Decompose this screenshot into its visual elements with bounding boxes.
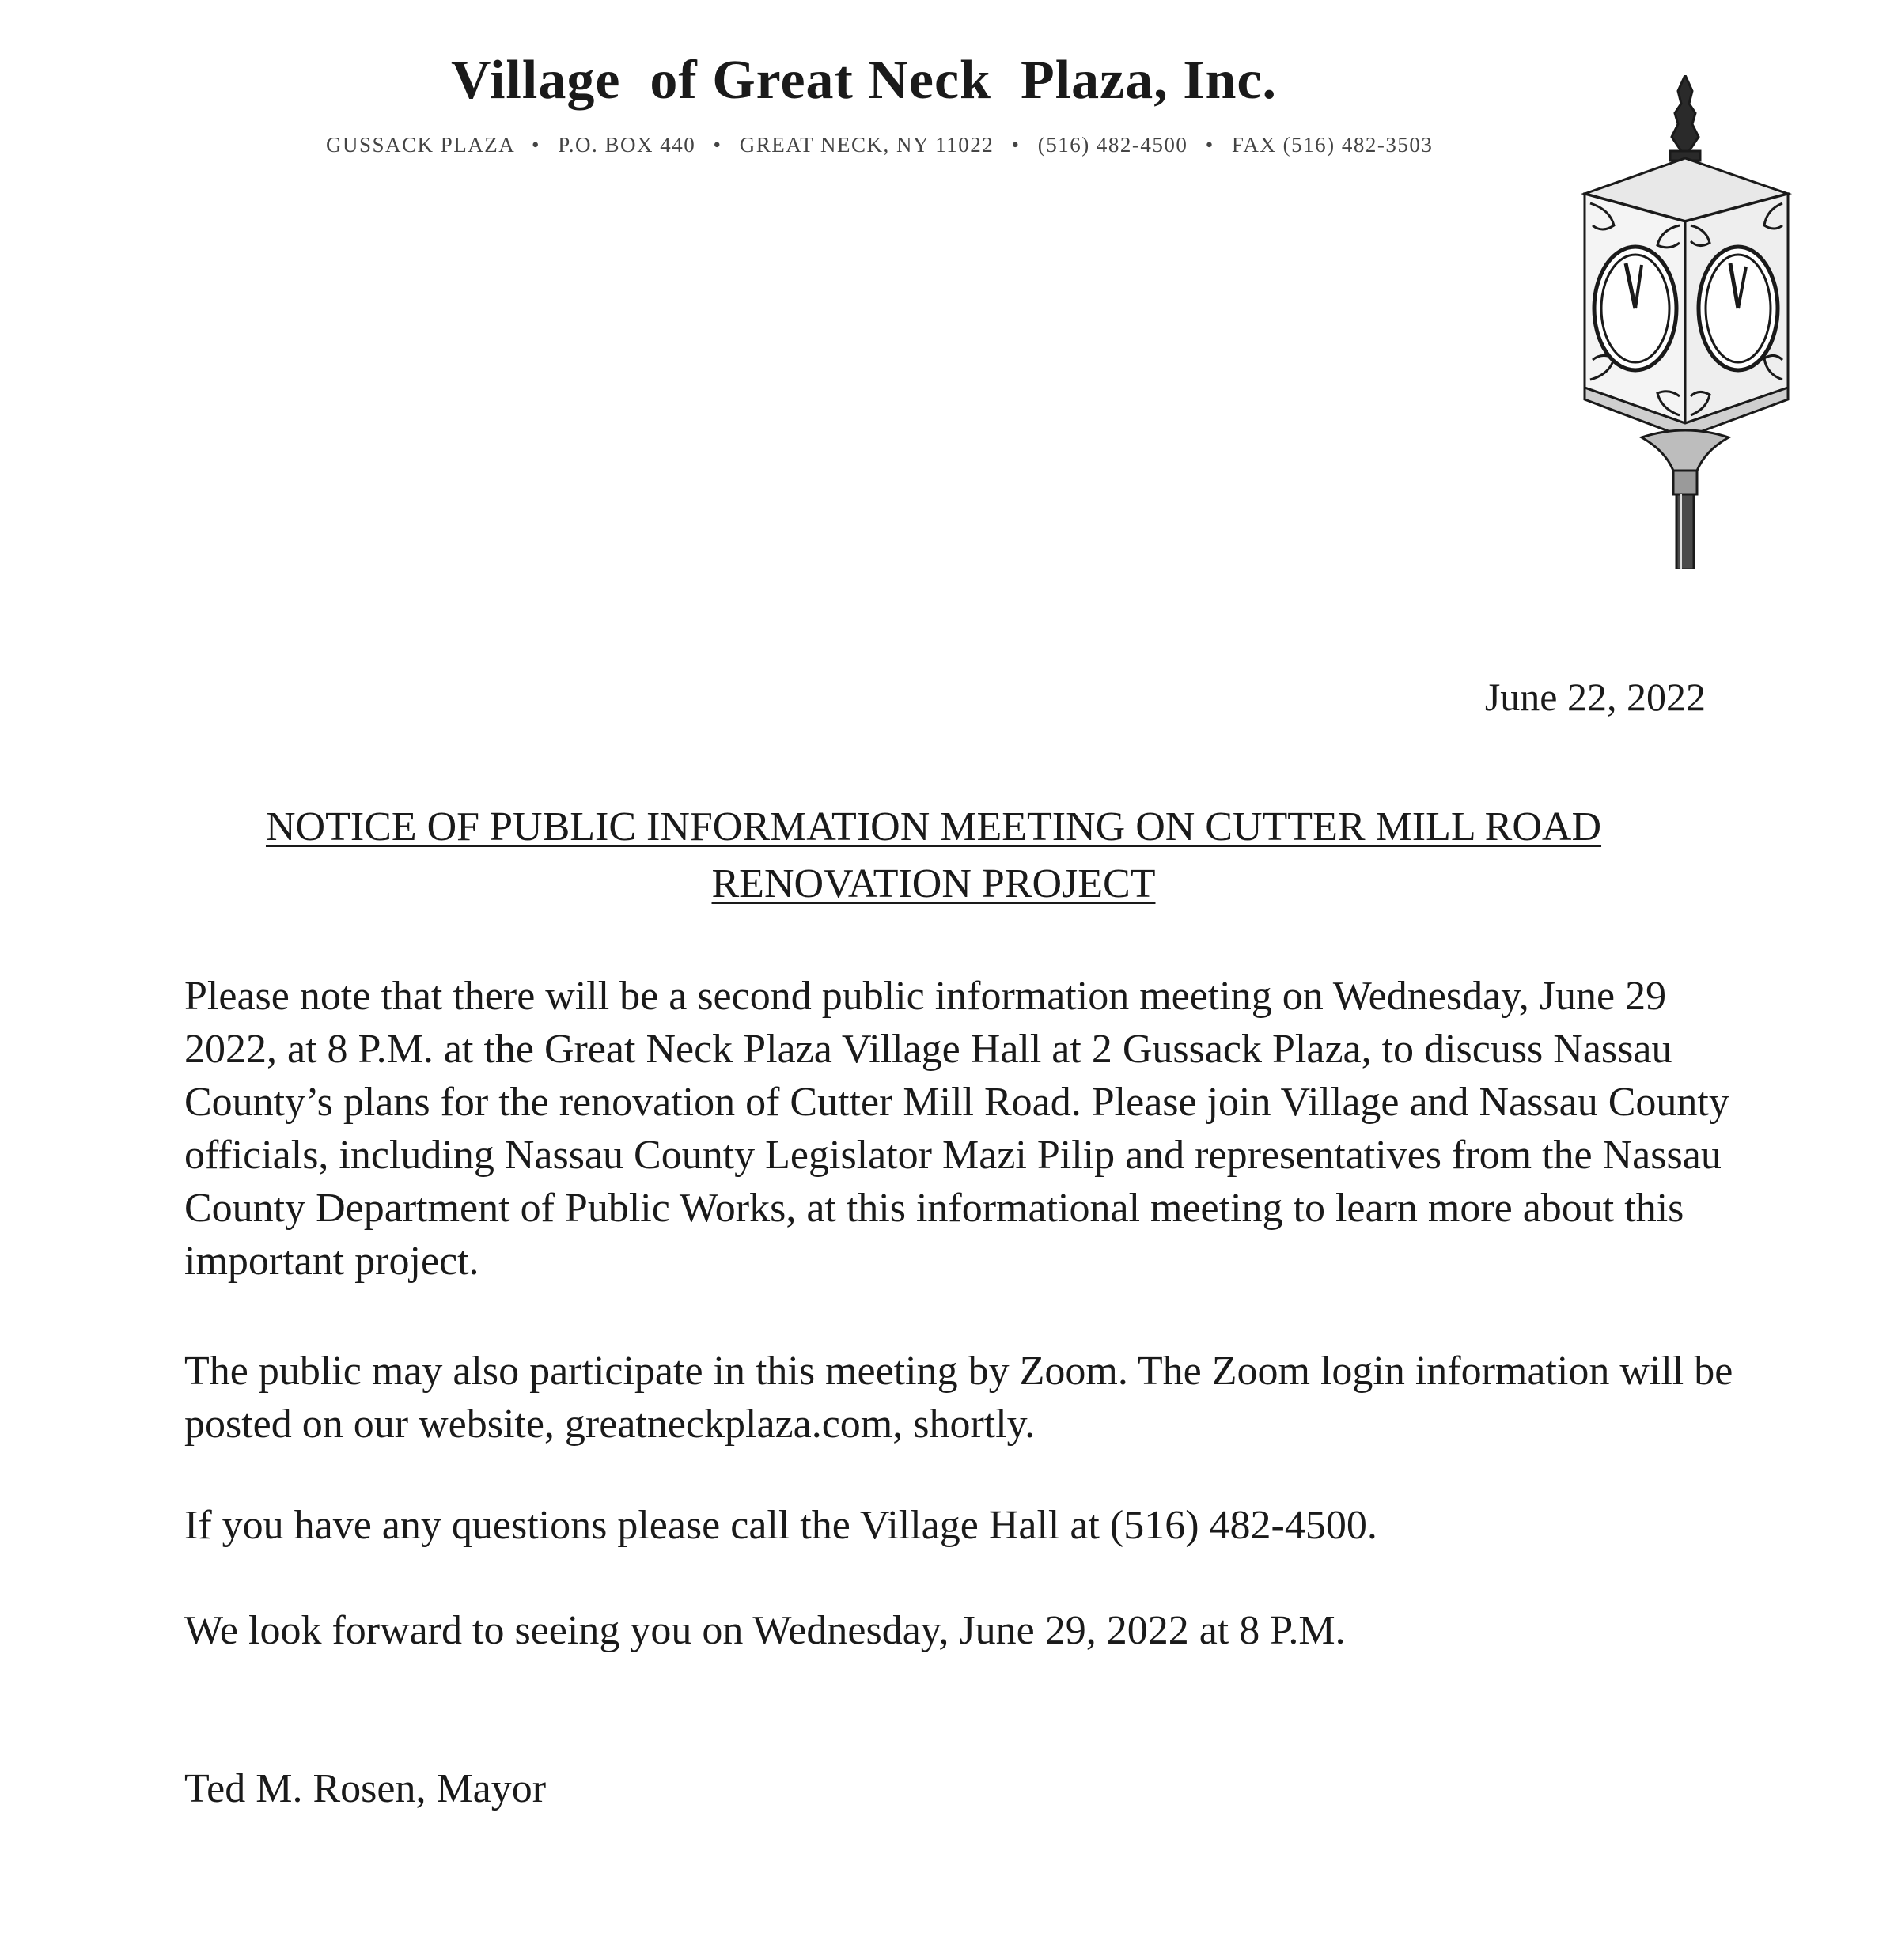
paragraph-questions: If you have any questions please call the Village Hall at (516) 482-4500. [184,1503,1377,1548]
subject-line-2: RENOVATION PROJECT [711,861,1156,906]
address-separator: • [1205,133,1214,157]
paragraph-zoom-info: The public may also participate in this meeting by Zoom. The Zoom login information will be posted on our website, greatneckplaza.com, shortly. [184,1349,1733,1447]
address-street: GUSSACK PLAZA [326,133,514,157]
notice-subject [182,799,1685,913]
letterhead-address [326,133,1497,157]
paragraph-meeting-details: Please note that there will be a second public information meeting on Wednesday, June 29 2022, at 8 P.M. at the Great Neck Plaza Village Hall at 2 Gussack Plaza, to discuss Nassau County’s plans for the renovation of Cutter Mill Road. Please join Village and Nassau County officials, including Nassau County Legislator Mazi Pilip and representatives from the Nassau County Department of Public Works, at this informational meeting to learn more about this important project. [184,974,1729,1284]
address-city: GREAT NECK, NY 11022 [739,133,994,157]
subject-line-1: NOTICE OF PUBLIC INFORMATION MEETING ON CUTTER MILL ROAD [265,804,1602,849]
address-separator: • [1011,133,1021,157]
mayor-signature: Ted M. Rosen, Mayor [184,1766,547,1811]
address-separator: • [532,133,540,157]
village-name: Village of Great Neck Plaza, Inc. [451,50,1277,111]
address-pobox: P.O. BOX 440 [558,133,696,157]
paragraph-closing: We look forward to seeing you on Wednesday, June 29, 2022 at 8 P.M. [184,1608,1346,1653]
address-phone: (516) 482-4500 [1037,133,1188,157]
letter-date: June 22, 2022 [1484,675,1706,719]
address-separator: • [713,133,722,157]
address-fax: FAX (516) 482-3503 [1231,133,1434,157]
street-clock-icon [1523,75,1847,569]
